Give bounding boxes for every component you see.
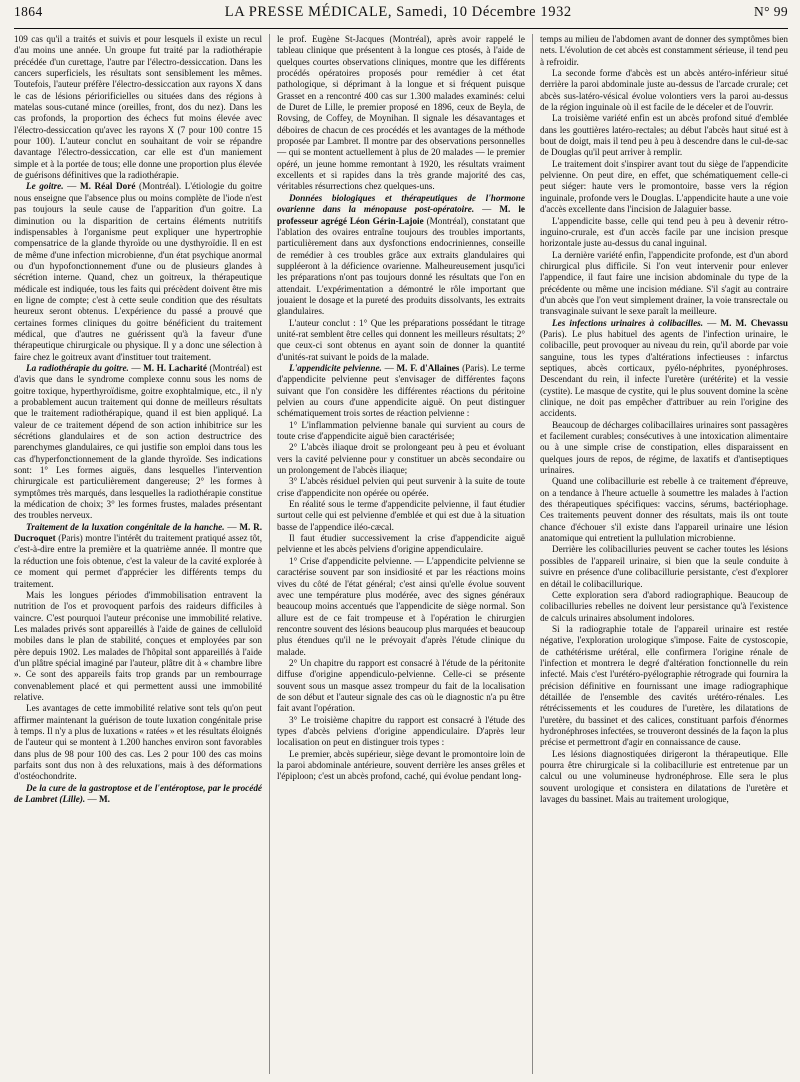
text-columns xyxy=(14,34,788,1074)
article-author: M. F. d'Allaines xyxy=(396,362,460,373)
author-place: (Paris). xyxy=(459,362,489,373)
body-paragraph: Mais les longues périodes d'immobilisation entravent la nutrition de l'os et provoquent parfois des raideurs difficiles à vaincre. C'est pourquoi l'auteur préconise une immobilité relative. Les malades privés sont appareillés à l'aide de gaines de celluloïd mobiles dans le plan de stabilité, conçues et employées par son père depuis 1902. Les malades de l'hôpital sont appareillés à l'aide d'un plâtre spécial imaginé par l'auteur, plâtre dit à « chambre libre ». Ce sont des appareils faits trop grands par un rembourrage convenablement placé et qui permettent aussi une immobilité relative. xyxy=(14,589,262,702)
body-paragraph: Le premier, abcès supérieur, siège devant le promontoire loin de la paroi abdominale antérieure, souvent derrière les anses grêles et l'épiploon; c'est un abcès profond, caché, qui évolue pendant long- xyxy=(277,748,525,782)
article-paragraph: Le goitre. — M. Réal Doré (Montréal). L'étiologie du goitre nous enseigne que l'absence plus ou moins complète de l'iode n'est pas toujours la seule cause de l'apparition d'un goitre. La diminution ou la disparition de certains éléments nutritifs indispensables à l'organisme peut expliquer une hypertrophie compensatrice de la glande thyroïde ou une dysthyroïdie. Il en est de même d'une infection microbienne, d'un état psychique anormal ou d'un hypofonctionnement d'une ou de plusieurs glandes à sécrétion interne. Quand, chez un goitreux, la thérapeutique médicale est indiquée, tous les faits qui précèdent doivent être mis en ligne de compte; c'est à cette seule condition que des résultats heureux seront obtenus. L'expérience du passé a prouvé que certaines formes cliniques du goitre bénéficient du traitement médical, que d'autres ne guérissent qu'à la faveur d'une thérapeutique chirurgicale ou physique. Il y a donc une sélection à faire chez le goitreux avant d'instituer tout traitement. xyxy=(14,181,262,362)
issue-number: N° 99 xyxy=(753,4,788,19)
masthead-title: LA PRESSE MÉDICALE, Samedi, 10 Décembre 1932 xyxy=(224,4,572,20)
article-title: Traitement de la luxation congénitale de la hanche. xyxy=(26,521,225,532)
article-body: constatant que l'ablation des ovaires entraîne toujours des troubles importants, particulièrement dans aux dysfonctions endocriniennes, conseille de remédier à ces troubles grâce aux extraits glandulaires qui suppléeront à la déficience ovarienne. Malheureusement jusqu'ici les préparations n'ont pas toujours donné les résultats que l'on en attendait. L'expérimentation a démontré le rôle important que jouaient le dosage et la pureté des produits dissolvants, les extraits glandulaires. xyxy=(277,215,525,317)
body-paragraph: La dernière variété enfin, l'appendicite profonde, est d'un abord chirurgical plus difficile. Si l'on veut intervenir pour enlever l'appendice, il faut faire une incision abdominale du type de la précédente ou même une incision médiane. S'il s'agit au contraire d'un abcès que l'on veut simplement drainer, la voie transrectale ou transvaginale suivant le sexe paraît la meilleure. xyxy=(540,249,788,317)
body-paragraph: Le traitement doit s'inspirer avant tout du siège de l'appendicite pelvienne. On peut dire, en effet, que schématiquement celle-ci peut siéger: haute vers le promontoire, basse vers la région inguinale, profonde vers le Douglas. L'appendicite haute a une voie d'accès excellente dans l'incision de Jalaguier basse. xyxy=(540,158,788,215)
column-left xyxy=(14,34,262,1074)
column-divider xyxy=(269,34,270,1074)
body-paragraph: Quand une colibacillurie est rebelle à ce traitement d'épreuve, on a tendance à l'heure actuelle à soumettre les malades à l'action des thérapeutiques spécifiques: vaccins, sérums, bactériophage. Ces traitements peuvent donner des résultats, mais ils ont toute chance d'échouer s'il existe dans l'appareil urinaire une lésion anatomique qui entretient la pullulation microbienne. xyxy=(540,476,788,544)
article-title: Le goitre. xyxy=(26,181,64,192)
author-place: (Paris). xyxy=(540,328,567,339)
column-divider xyxy=(532,34,533,1074)
body-paragraph: 2° Un chapitre du rapport est consacré à l'étude de la péritonite diffuse d'origine appendiculo-pelvienne. Celle-ci se présente souvent sous un masque assez trompeur du fait de la localisation de son début et l'auteur signale des cas où le diagnostic n'a pu être fait avant l'opération. xyxy=(277,657,525,714)
author-place: (Montréal). xyxy=(135,181,182,192)
continued-paragraph: 109 cas qu'il a traités et suivis et pour lesquels il existe un recul d'au moins une année. Un groupe fut traité par la radiothérapie précédée d'un curettage, l'autre par l'électro-dessiccation. Dans les cancers superficiels, les résultats sont sensiblement les mêmes. Toutefois, l'auteur préfère l'électro-dessiccation aux rayons X dans le cas de lésions périorificielles ou situées dans des régions à matelas sous-cutané mince (oreilles, front, dos du nez). Dans les cas profonds, la proportion des échecs fut moins élevée avec l'électro-dessiccation qu'avec les rayons X (7 pour 100 contre 15 pour 100). L'auteur conclut en souhaitant de voir se répandre davantage l'électro-dessiccation, car elle est d'un maniement simple et à la portée de tous; elle donne une proportion plus élevée de guérisons définitives que la radiothérapie. xyxy=(14,34,262,181)
article-body: Le plus habituel des agents de l'infection urinaire, le colibacille, peut provoquer au niveau du rein, qu'il aborde par voie sanguine, tous les types d'altérations infectieuses : infarctus septiques, abcès corticaux, pyélo-néphrites, pyonéphroses. Descendant du rein, il infecte l'uretère (urétérite) et la vessie (cystite). Le masque de cystite, qui le plus souvent domine la scène clinique, ne doit pas empêcher d'attribuer au rein l'origine des accidents. xyxy=(540,328,788,419)
column-right xyxy=(540,34,788,1074)
article-body: montre l'intérêt du traitement pratiqué assez tôt, c'est-à-dire entre la première et la quatrième année. Il montre que la réduction une fois obtenue, c'est la valeur de la cavité explorée à ce moment qui permet d'apprécier les différents temps du traitement. xyxy=(14,533,262,589)
article-paragraph: La radiothérapie du goitre. — M. H. Lacharité (Montréal) est d'avis que dans le syndrome complexe connu sous les noms de goitre toxique, hyperthyroïdisme, goitre exophtalmique, etc., il n'y a probablement aucun traitement qui donne de meilleurs résultats que le traitement radiothérapique, quand il est bien appliqué. La valeur de ce traitement dépend de son action inhibitrice sur les sécrétions glandulaires et de son action destructrice des parenchymes glandulaires, ce qui justifie son emploi dans tous les cas d'hyperfonctionnement de la glande thyroïde. Ses indications sont: 1° Les formes aiguës, dans lesquelles l'intervention chirurgicale est particulièrement dangereuse; 2° les formes à symptômes très marqués, dans lesquelles la radiothérapie constitue la médication de choix; 3° les formes frustes, malades présentant des troubles nerveux. xyxy=(14,362,262,521)
article-author: M. xyxy=(98,794,110,805)
body-paragraph: Derrière les colibacilluries peuvent se cacher toutes les lésions possibles de l'appareil urinaire, si bien que la seule conduite à suivre en présence d'une colibacillurie persistante, c'est d'explorer en détail le colibacillurique. xyxy=(540,544,788,589)
article-paragraph: De la cure de la gastroptose et de l'entéroptose, par le procédé de Lambret (Lille). — M. xyxy=(14,782,262,805)
body-paragraph: Les lésions diagnostiquées dirigeront la thérapeutique. Elle pourra être chirurgicale si la colibacillurie est entretenue par un calcul ou une volumineuse hydronéphrose. Elle sera le plus souvent urologique et consistera en dilatations de l'uretère et lavages du bassinet. Mais au traitement urologique, xyxy=(540,748,788,805)
article-title: L'appendicite pelvienne. xyxy=(289,362,382,373)
body-paragraph: L'auteur conclut : 1° Que les préparations possédant le titrage unité-rat semblent être celles qui donnent les meilleurs résultats; 2° que ceux-ci sont obtenus en ayant soin de donner la quantité d'unités-rat suivant le poids de la malade. xyxy=(277,317,525,362)
article-title: De la cure de la gastroptose et de l'entéroptose, par le procédé de Lambret (Lille). xyxy=(14,782,262,805)
article-body: Le terme d'appendicite pelvienne peut s'envisager de différentes façons suivant que l'on considère les différentes réactions du péritoine pelvien au cours d'une appendicite aiguë. On peut distinguer schématiquement trois sortes de réaction pelvienne : xyxy=(277,362,525,419)
body-paragraph: La troisième variété enfin est un abcès profond situé d'emblée dans les gouttières latéro-rectales; au début l'abcès haut situé est à bout de doigt, mais il tend peu à peu à descendre dans le cul-de-sac de Douglas qu'il peut arriver à remplir. xyxy=(540,113,788,158)
article-author: M. R. Ducroquet xyxy=(14,521,262,544)
author-place: (Montréal), xyxy=(423,215,469,226)
body-paragraph: Cette exploration sera d'abord radiographique. Beaucoup de colibacilluries rebelles ne doivent leur persistance qu'à l'existence de calculs urinaires absolument indolores. xyxy=(540,589,788,623)
article-body: est d'avis que dans le syndrome complexe connu sous les noms de goitre toxique, hyperthyroïdisme, goitre exophtalmique, etc., il n'y a probablement aucun traitement qui donne de meilleurs résultats que le traitement radiothérapique, quand il est bien appliqué. La valeur de ce traitement dépend de son action inhibitrice sur les sécrétions glandulaires et de son action destructrice des parenchymes glandulaires, ce qui justifie son emploi dans tous les cas d'hyperfonctionnement de la glande thyroïde. Ses indications sont: 1° Les formes aiguës, dans lesquelles l'intervention chirurgicale est particulièrement dangereuse; 2° les formes à symptômes très marqués, dans lesquelles la radiothérapie constitue la médication de choix; 3° les formes frustes, malades présentant des troubles nerveux. xyxy=(14,362,262,521)
body-paragraph: Les avantages de cette immobilité relative sont tels qu'on peut affirmer maintenant la guérison de toute luxation congénitale prise à temps. Il n'y a plus de luxations « ratées » et les résultats éloignés de l'auteur qui se montent à 1.200 hanches environ sont favorables dans plus de 98 pour 100 des cas. Les 2 pour 100 des cas moins parfaits sont dus non à des reluxations, mais à des déformations d'ostéochondrite. xyxy=(14,703,262,782)
article-author: M. M. Chevassu xyxy=(720,317,788,328)
body-paragraph: 1° L'inflammation pelvienne banale qui survient au cours de toute crise d'appendicite aiguë bien caractérisée; xyxy=(277,419,525,442)
article-author: M. Réal Doré xyxy=(79,181,136,192)
column-middle xyxy=(277,34,525,1074)
body-paragraph: La seconde forme d'abcès est un abcès antéro-inférieur situé derrière la paroi abdominale juste au-dessus de l'arcade crurale; cet abcès sus-latéro-vésical évolue volontiers vers la paroi au-dessus de la région inguinale où il est facile de le déceler et de l'ouvrir. xyxy=(540,68,788,113)
body-paragraph: 3° L'abcès résiduel pelvien qui peut survenir à la suite de toute crise d'appendicite non opérée ou opérée. xyxy=(277,476,525,498)
article-author: M. le professeur agrégé Léon Gérin-Lajoie xyxy=(277,204,525,226)
article-author: M. H. Lacharité xyxy=(143,362,207,373)
article-paragraph: Les infections urinaires à colibacilles. — M. M. Chevassu (Paris). Le plus habituel des agents de l'infection urinaire, le colibacille, peut provoquer au niveau du rein, qu'il aborde par voie sanguine, tous les types d'altérations infectieuses : infarctus septiques, abcès corticaux, pyélo-néphrites, pyonéphroses. Descendant du rein, il infecte l'uretère (urétérite) et la vessie (cystite). Le masque de cystite, qui le plus souvent domine la scène clinique, ne doit pas empêcher d'attribuer au rein l'origine des accidents. xyxy=(540,317,788,419)
body-paragraph: Il faut étudier successivement la crise d'appendicite aiguë pelvienne et les abcès pelviens d'origine appendiculaire. xyxy=(277,533,525,555)
article-body: L'étiologie du goitre nous enseigne que l'absence plus ou moins complète de l'iode n'est pas toujours la seule cause de l'apparition d'un goitre. La diminution ou la disparition de certains éléments nutritifs indispensables à l'organisme peut expliquer une hypertrophie compensatrice de la glande thyroïde ou une dysthyroïdie. Il en est de même d'une infection microbienne, d'un état psychique anormal ou d'un hypofonctionnement d'une ou de plusieurs glandes à sécrétion interne. Quand, chez un goitreux, la thérapeutique médicale est indiquée, tous les faits qui précèdent doivent être mis en ligne de compte; c'est à cette seule condition que des résultats heureux seront obtenus. L'expérience du passé a prouvé que certaines formes cliniques du goitre bénéficient du traitement médical, que d'autres ne guérissent qu'à la faveur d'une thérapeutique chirurgicale ou physique. Il y a donc une sélection à faire chez le goitreux avant d'instituer tout traitement. xyxy=(14,181,262,362)
author-place: (Montréal) xyxy=(206,362,250,373)
body-paragraph: En réalité sous le terme d'appendicite pelvienne, il faut étudier surtout celle qui est pelvienne d'emblée et qui est due à la situation basse de l'appendice iléo-cæcal. xyxy=(277,499,525,532)
body-paragraph: 2° L'abcès iliaque droit se prolongeant peu à peu et évoluant vers la cavité pelvienne pour y constituer un abcès secondaire ou un prolongement de l'abcès iliaque; xyxy=(277,442,525,476)
page-year: 1864 xyxy=(14,4,43,19)
running-head xyxy=(14,0,788,26)
article-title: Les infections urinaires à colibacilles. xyxy=(552,317,704,328)
continued-paragraph: temps au milieu de l'abdomen avant de donner des symptômes bien nets. L'évolution de cet abcès est constamment sérieuse, il tend peu à refroidir. xyxy=(540,34,788,67)
article-title: La radiothérapie du goitre. xyxy=(26,362,129,373)
article-paragraph: L'appendicite pelvienne. — M. F. d'Allaines (Paris). Le terme d'appendicite pelvienne peut s'envisager de différentes façons suivant que l'on considère les différentes réactions du péritoine pelvien au cours d'une appendicite aiguë. On peut distinguer schématiquement trois sortes de réaction pelvienne : xyxy=(277,362,525,419)
author-place: (Paris) xyxy=(55,533,83,544)
header-rule xyxy=(14,28,788,29)
article-paragraph: Données biologiques et thérapeutiques de l'hormone ovarienne dans la ménopause post-opératoire. — M. le professeur agrégé Léon Gérin-Lajoie (Montréal), constatant que l'ablation des ovaires entraîne toujours des troubles importants, particulièrement dans aux dysfonctions endocriniennes, conseille de remédier à ces troubles grâce aux extraits glandulaires qui suppléeront à la déficience ovarienne. Malheureusement jusqu'ici les préparations n'ont pas toujours donné les résultats que l'on en attendait. L'expérimentation a démontré le rôle important que jouaient le dosage et la pureté des produits dissolvants, les extraits glandulaires. xyxy=(277,192,525,317)
body-paragraph: 3° Le troisième chapitre du rapport est consacré à l'étude des types d'abcès pelviens d'origine appendiculaire. D'après leur localisation on peut en distinguer trois types : xyxy=(277,714,525,748)
article-title: Données biologiques et thérapeutiques de l'hormone ovarienne dans la ménopause post-opératoire. xyxy=(277,192,525,215)
body-paragraph: 1° Crise d'appendicite pelvienne. — L'appendicite pelvienne se caractérise souvent par son insidiosité et par les réactions moins vives du côté de l'état général; c'est ainsi qu'elle évolue souvent avec une température plus modérée, avec des signes généraux beaucoup moins accentués que l'appendicite de siège normal. Son allure est de ce fait trompeuse et à l'opération le chirurgien rencontre souvent des lésions beaucoup plus marquées et beaucoup plus étendues qu'il ne le prévoyait d'après l'étude clinique du malade. xyxy=(277,555,525,657)
continued-paragraph: le prof. Eugène St-Jacques (Montréal), après avoir rappelé le tableau clinique que présentent à la longue ces ptosés, à l'aide de quelques courtes observations cliniques, montre que les différents procédés opératoires proposés pour remédier à cet état pathologique, si déprimant à la longue et si fréquent puisque Grasset en a rencontré 400 cas sur 1.300 malades examinés: celui de Duret de Lille, le premier proposé en 1896, ceux de Beyla, de Rovsing, de Coffey, de Moynihan. Il signale les désavantages et déboires de chacun de ces procédés et les avantages de la méthode proposée par Lambret. Il montre par des observations personnelles — qui se montent actuellement à plus de 20 malades — le premier opéré, un jeune homme remontant à 1920, les résultats vraiment excellents et si rapides dans la très grande majorité des cas, véritables résurrections chez quelques-uns. xyxy=(277,34,525,192)
body-paragraph: L'appendicite basse, celle qui tend peu à peu à devenir rétro-inguino-crurale, est d'un accès facile par une incision presque horizontale juste au-dessus du canal inguinal. xyxy=(540,215,788,249)
article-paragraph: Traitement de la luxation congénitale de la hanche. — M. R. Ducroquet (Paris) montre l'intérêt du traitement pratiqué assez tôt, c'est-à-dire entre la première et la quatrième année. Il montre que la réduction une fois obtenue, c'est la valeur de la cavité explorée à ce moment qui permet d'apprécier les différents temps du traitement. xyxy=(14,521,262,589)
body-paragraph: Si la radiographie totale de l'appareil urinaire est restée négative, l'exploration urologique s'impose. Faite de cystoscopie, de cathétérisme urétéral, elle confirmera l'origine rénale de l'infection et montrera le degré d'altération fonctionnelle du rein infecté. Mais c'est l'urétéro-pyélographie rétrograde qui fournira la précision définitive en fournissant une image radiographique détaillée de l'ensemble des cavités urétéro-rénales. Les rétrécissements et les coudures de l'uretère, les dilatations de l'uretère, du bassinet et des calices, constituant parfois d'énormes hydronéphroses infectées, se trouveront dessinés de la façon la plus précise et permettront d'agir en connaissance de cause. xyxy=(540,623,788,748)
body-paragraph: Beaucoup de décharges colibacillaires urinaires sont passagères et facilement curables; consécutives à une intoxication alimentaire ou à une simple crise de constipation, elles disparaissent en quelques jours de repos, de régime, de laxatifs et d'antiseptiques urinaires. xyxy=(540,419,788,476)
